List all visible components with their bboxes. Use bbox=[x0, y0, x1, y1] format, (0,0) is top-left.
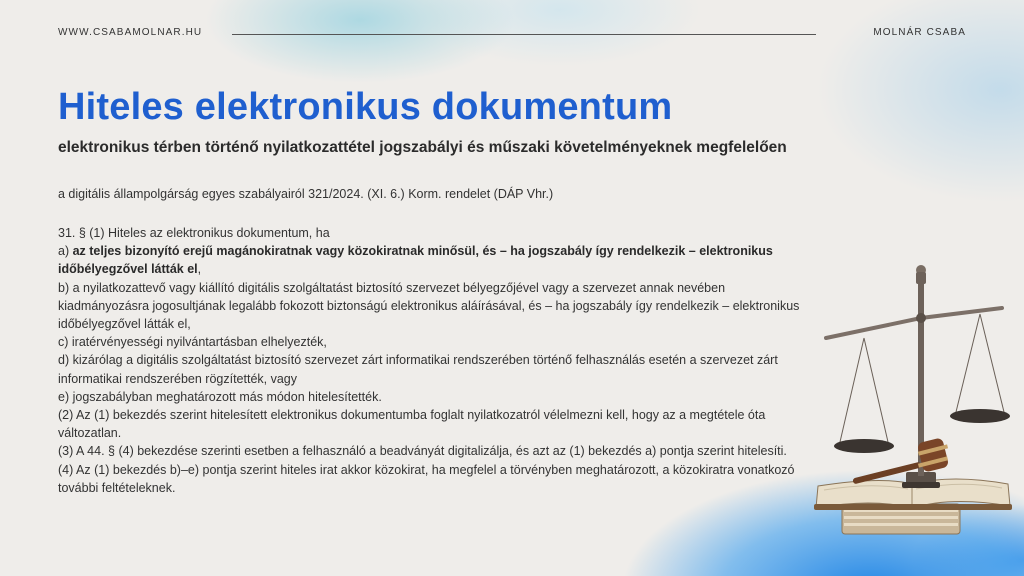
top-bar bbox=[0, 0, 1024, 60]
paragraph-3: (3) A 44. § (4) bekezdése szerinti esetben a felhasználó a beadványát digitalizálja, és azt az (1) bekezdés a) pontja szerint hitelesíti. bbox=[58, 444, 787, 459]
point-c: c) iratérvényességi nyilvántartásban elhelyezték, bbox=[58, 335, 327, 350]
paragraph-2: (2) Az (1) bekezdés szerint hitelesített elektronikus dokumentumba foglalt nyilatkozatról vélelmezni kell, hogy az a megtétele óta változatlan. bbox=[58, 408, 766, 441]
point-a-prefix: a) bbox=[58, 244, 73, 259]
source-reference: a digitális állampolgárság egyes szabályairól 321/2024. (XI. 6.) Korm. rendelet (DÁP Vhr.) bbox=[58, 187, 554, 201]
header-divider bbox=[232, 34, 816, 35]
point-e: e) jogszabályban meghatározott más módon hitelesítették. bbox=[58, 389, 382, 404]
point-d: d) kizárólag a digitális szolgáltatást biztosító szervezet zárt informatikai rendszerében történő felhasználás esetén a szervezet zárt informatikai rendszerében rögzítették, vagy bbox=[58, 353, 778, 386]
point-b: b) a nyilatkozattevő vagy kiállító digitális szolgáltatást biztosító szervezet bélyegzőjével vagy a szervezet annak nevében kiadmányozásra jogosultjának legalább fokozott biztonságú elektronikus aláírásával, és – ha jogszabály így rendelkezik – elektronikus időbélyegzővel látták el, bbox=[58, 280, 800, 332]
page-subtitle: elektronikus térben történő nyilatkozattétel jogszabályi és műszaki követelményeknek megfelelően bbox=[58, 139, 787, 156]
author-label: MOLNÁR CSABA bbox=[873, 27, 966, 38]
scale-icon bbox=[826, 265, 1010, 488]
point-a-bold: az teljes bizonyító erejű magánokiratnak vagy közokiratnak minősül, és – ha jogszabály így rendelkezik – elektronikus időbélyegzővel látták el bbox=[58, 244, 773, 277]
legal-text bbox=[58, 224, 813, 497]
point-a bbox=[58, 242, 813, 278]
paragraph-4: (4) Az (1) bekezdés b)–e) pontja szerint hiteles irat akkor közokirat, ha megfelel a törvényben meghatározott, a közokiratra vonatkozó további feltételeknek. bbox=[58, 462, 795, 495]
scales-of-justice-illustration bbox=[812, 258, 1018, 548]
paragraph-1-intro: 31. § (1) Hiteles az elektronikus dokumentum, ha bbox=[58, 226, 330, 240]
point-a-suffix: , bbox=[197, 262, 202, 277]
page-title: Hiteles elektronikus dokumentum bbox=[58, 86, 673, 128]
website-label: WWW.CSABAMOLNAR.HU bbox=[58, 27, 203, 38]
